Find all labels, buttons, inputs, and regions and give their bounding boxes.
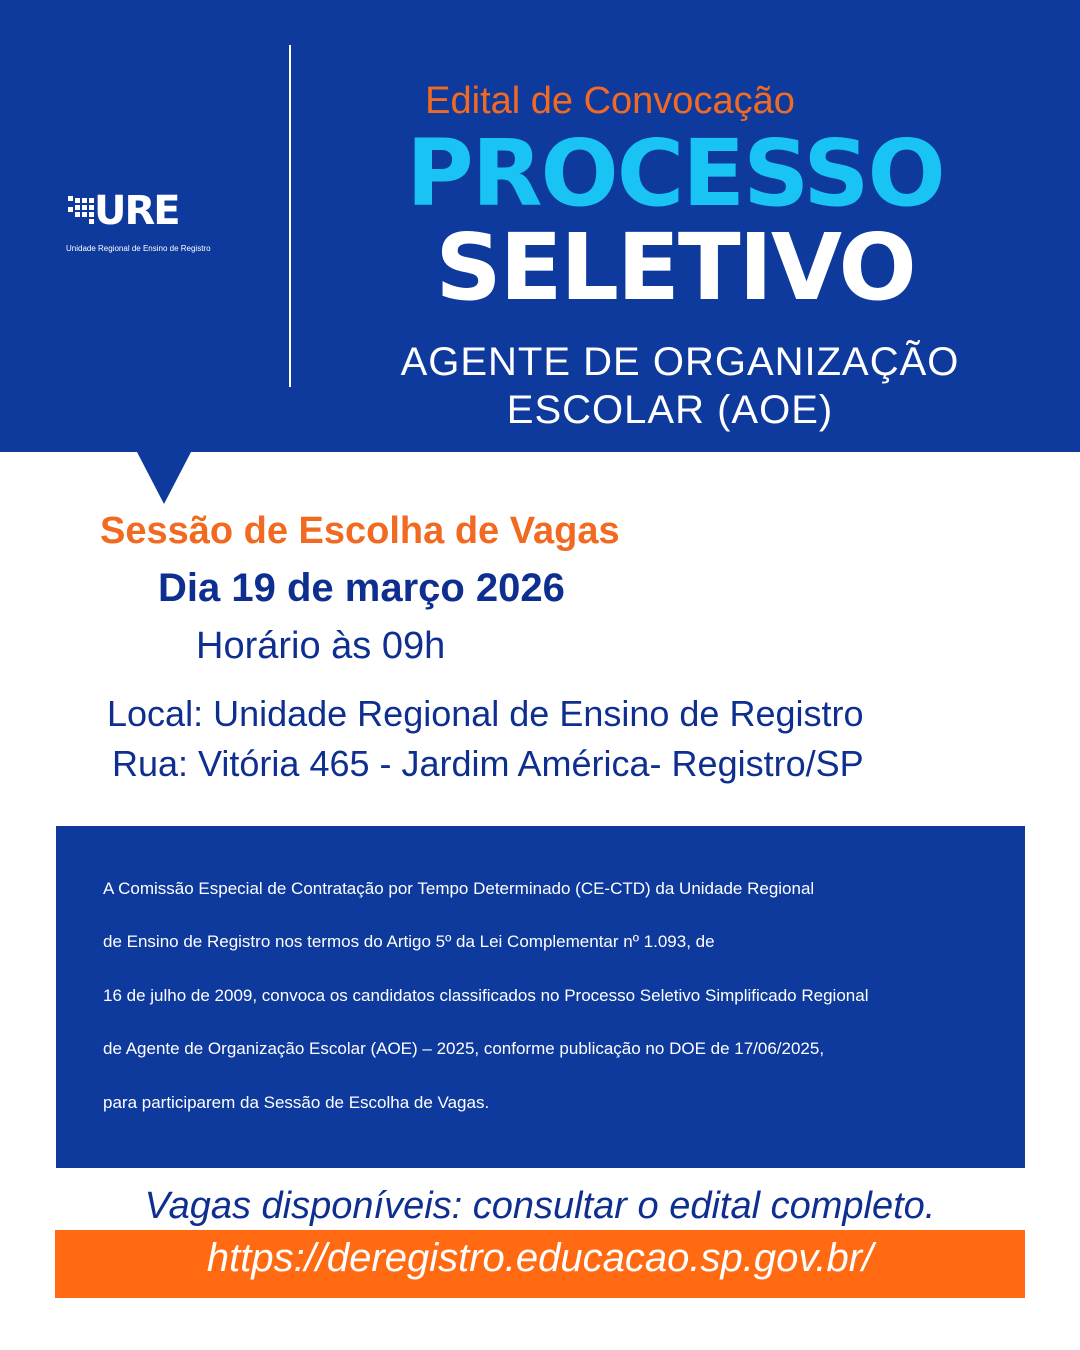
session-time: Horário às 09h — [196, 625, 446, 667]
session-local: Local: Unidade Regional de Ensino de Registro — [107, 693, 864, 734]
notice-line: de Ensino de Registro nos termos do Artigo 5º da Lei Complementar nº 1.093, de — [103, 932, 715, 951]
notice-line: 16 de julho de 2009, convoca os candidatos classificados no Processo Seletivo Simplificado Regional — [103, 986, 869, 1005]
logo-subtitle: Unidade Regional de Ensino de Registro — [66, 244, 211, 253]
header-banner — [0, 0, 1080, 452]
notice-line: A Comissão Especial de Contratação por Tempo Determinado (CE-CTD) da Unidade Regional — [103, 879, 815, 898]
vertical-divider — [289, 45, 291, 387]
session-title: Sessão de Escolha de Vagas — [100, 510, 620, 552]
session-date: Dia 19 de março 2026 — [158, 566, 565, 610]
notice-box — [56, 826, 1025, 1168]
notice-line: para participarem da Sessão de Escolha de Vagas. — [103, 1093, 490, 1112]
url-banner[interactable] — [55, 1230, 1025, 1298]
notice-line: de Agente de Organização Escolar (AOE) – 2025, conforme publicação no DOE de 17/06/2025, — [103, 1039, 825, 1058]
grid-squares-icon — [66, 194, 96, 226]
vagas-text: Vagas disponíveis: consultar o edital completo. — [144, 1185, 936, 1227]
role-line-2: ESCOLAR (AOE) — [506, 388, 834, 432]
ure-logo — [66, 188, 236, 256]
title-seletivo: SELETIVO — [435, 214, 915, 321]
role-line-1: AGENTE DE ORGANIZAÇÃO — [400, 340, 960, 384]
logo-name: URE — [94, 188, 179, 234]
session-address: Rua: Vitória 465 - Jardim América- Registro/SP — [112, 743, 864, 784]
edital-kicker: Edital de Convocação — [425, 80, 795, 122]
title-processo: PROCESSO — [406, 120, 944, 227]
speech-pointer — [137, 452, 191, 504]
website-link[interactable]: https://deregistro.educacao.sp.gov.br/ — [206, 1236, 874, 1280]
